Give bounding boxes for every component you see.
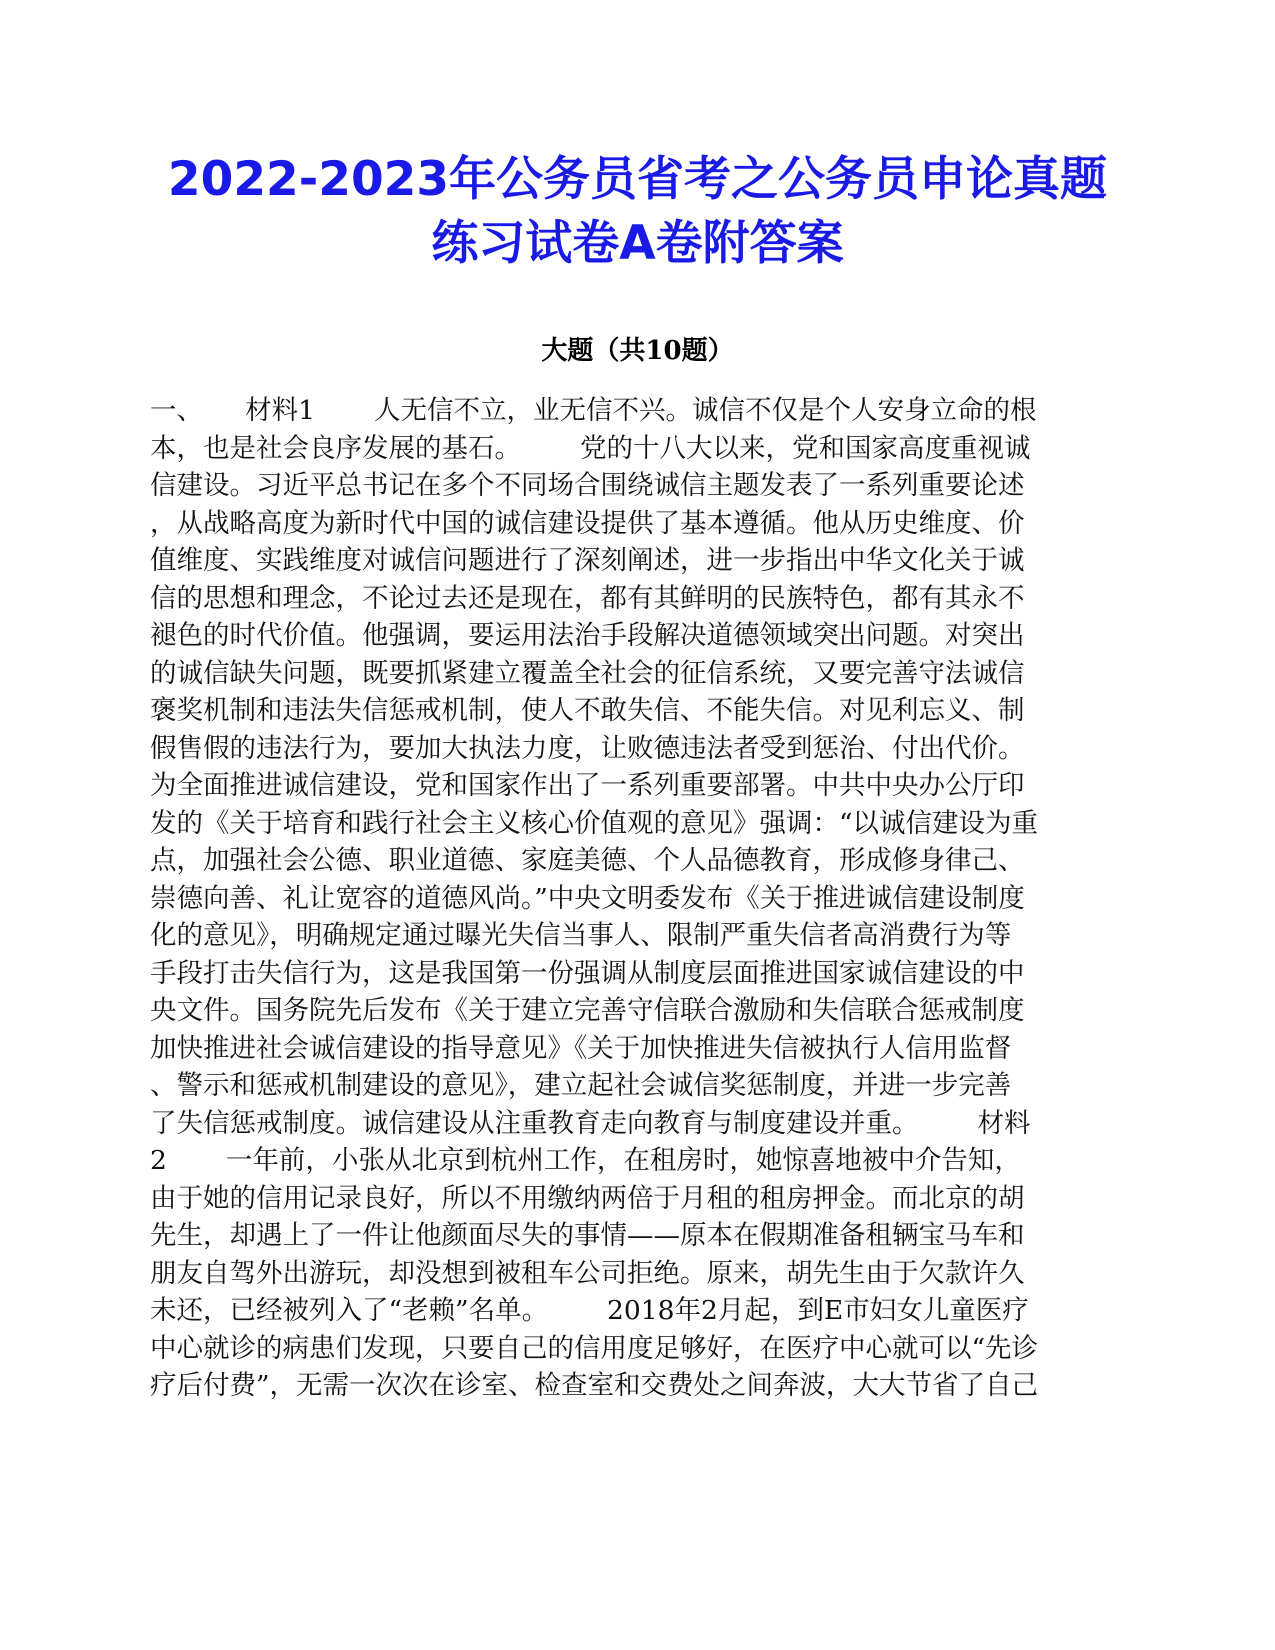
body-line: 一、 材料1 人无信不立，业无信不兴。诚信不仅是个人安身立命的根 xyxy=(150,395,1037,426)
body-line: 褪色的时代价值。他强调，要运用法治手段解决道德领域突出问题。对突出 xyxy=(150,620,1025,651)
body-line: 本，也是社会良序发展的基石。 党的十八大以来，党和国家高度重视诚 xyxy=(150,432,1031,464)
body-line: 信的思想和理念，不论过去还是现在，都有其鲜明的民族特色，都有其永不 xyxy=(150,582,1025,614)
body-line: 信建设。习近平总书记在多个不同场合围绕诚信主题发表了一系列重要论述 xyxy=(150,470,1025,501)
body-line: 手段打击失信行为，这是我国第一份强调从制度层面推进国家诚信建设的中 xyxy=(150,957,1025,989)
body-line: 、警示和惩戒机制建设的意见》，建立起社会诚信奖惩制度，并进一步完善 xyxy=(150,1070,1012,1101)
body-line: 先生，却遇上了一件让他颜面尽失的事情——原本在假期准备租辆宝马车和 xyxy=(150,1220,1025,1251)
body-line: 央文件。国务院先后发布《关于建立完善守信联合激励和失信联合惩戒制度 xyxy=(150,995,1025,1026)
body-line: 2 一年前，小张从北京到杭州工作，在租房时，她惊喜地被中介告知， xyxy=(150,1145,1021,1176)
body-line: 值维度、实践维度对诚信问题进行了深刻阐述，进一步指出中华文化关于诚 xyxy=(150,545,1025,576)
body-line: 由于她的信用记录良好，所以不用缴纳两倍于月租的租房押金。而北京的胡 xyxy=(150,1182,1025,1214)
document-title xyxy=(120,148,1155,276)
body-line: 点，加强社会公德、职业道德、家庭美德、个人品德教育，形成修身律己、 xyxy=(150,845,1025,876)
body-line: 的诚信缺失问题，既要抓紧建立覆盖全社会的征信系统，又要完善守法诚信 xyxy=(150,657,1025,689)
body-text xyxy=(150,392,1150,1405)
body-line: 为全面推进诚信建设，党和国家作出了一系列重要部署。中共中央办公厅印 xyxy=(150,770,1025,801)
body-line: 未还，已经被列入了“老赖”名单。 2018年2月起，到E市妇女儿童医疗 xyxy=(150,1295,1029,1326)
body-line: 中心就诊的病患们发现，只要自己的信用度足够好，在医疗中心就可以“先诊 xyxy=(150,1332,1039,1364)
body-line: 褒奖机制和违法失信惩戒机制，使人不敢失信、不能失信。对见利忘义、制 xyxy=(150,695,1025,726)
body-line: 朋友自驾外出游玩，却没想到被租车公司拒绝。原来，胡先生由于欠款许久 xyxy=(150,1257,1025,1289)
title-line-2: 练习试卷A卷附答案 xyxy=(431,216,844,271)
body-line: 发的《关于培育和践行社会主义核心价值观的意见》强调：“以诚信建设为重 xyxy=(150,807,1039,839)
body-line: 了失信惩戒制度。诚信建设从注重教育走向教育与制度建设并重。 材料 xyxy=(150,1107,1031,1139)
section-heading: 大题（共10题） xyxy=(541,336,734,366)
body-line: 疗后付费”，无需一次次在诊室、检查室和交费处之间奔波，大大节省了自己 xyxy=(150,1370,1039,1401)
body-line: 假售假的违法行为，要加大执法力度，让败德违法者受到惩治、付出代价。 xyxy=(150,732,1025,764)
body-line: ，从战略高度为新时代中国的诚信建设提供了基本遵循。他从历史维度、价 xyxy=(150,507,1025,539)
body-line: 加快推进社会诚信建设的指导意见》《关于加快推进失信被执行人信用监督 xyxy=(150,1032,1012,1064)
body-line: 化的意见》，明确规定通过曝光失信当事人、限制严重失信者高消费行为等 xyxy=(150,920,1012,951)
title-line-1: 2022-2023年公务员省考之公务员申论真题 xyxy=(167,152,1108,207)
body-line: 崇德向善、礼让宽容的道德风尚。”中央文明委发布《关于推进诚信建设制度 xyxy=(150,882,1025,914)
